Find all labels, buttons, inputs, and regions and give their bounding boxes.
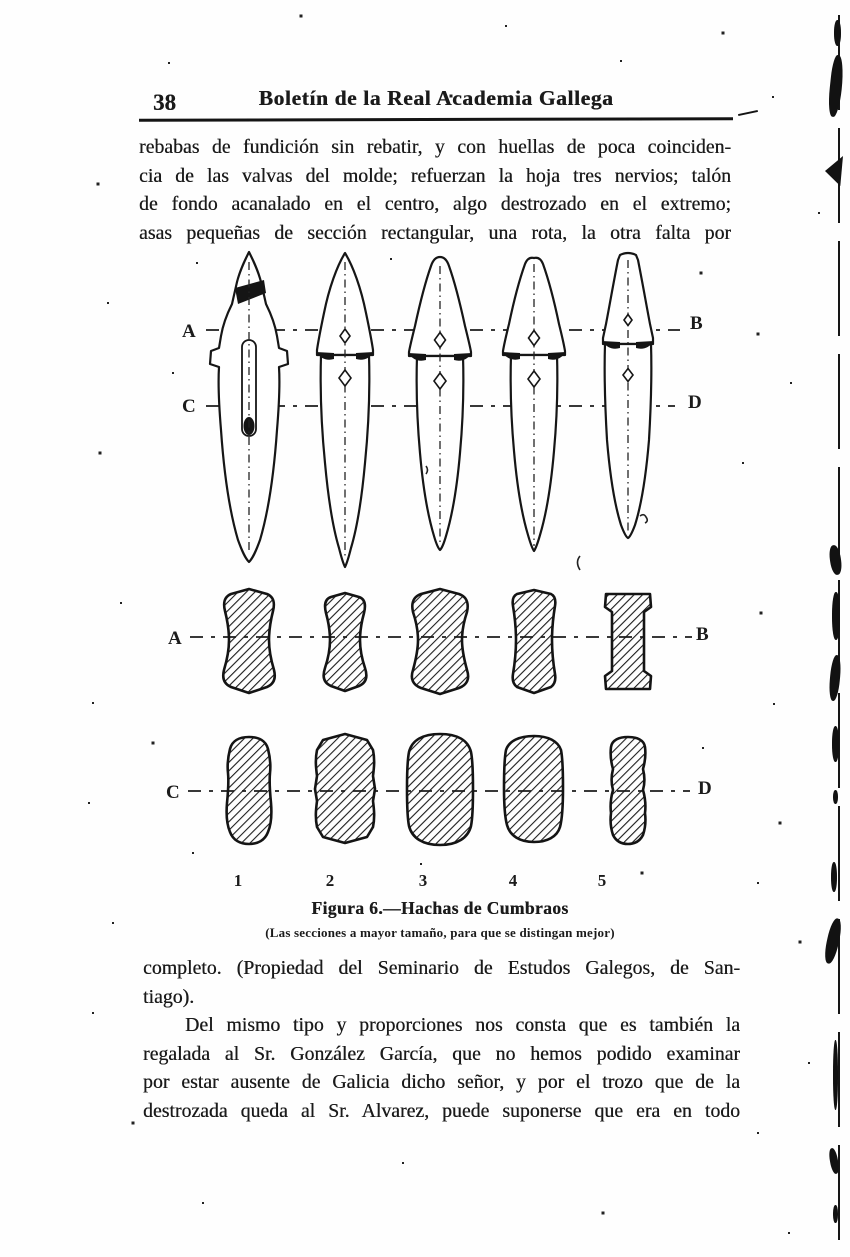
text-line: asas pequeñas de sección rectangular, una rota, la otra falta por (139, 221, 731, 244)
text-line: regalada al Sr. González García, que no hemos podido examinar (143, 1042, 740, 1065)
scan-edge-blob (831, 862, 837, 892)
text-line: cia de las valvas del molde; refuerzan la hoja tres nervios; talón (139, 164, 731, 187)
scan-edge-blob (825, 156, 843, 186)
section-cd-4 (504, 736, 563, 842)
text-line: completo. (Propiedad del Seminario de Estudos Galegos, de San- (143, 957, 740, 979)
paragraph-bottom (143, 1011, 740, 1125)
journal-header-title: Boletín de la Real Academia Gallega (258, 86, 614, 110)
text-line: Del mismo tipo y proporciones nos consta que es también la (185, 1014, 740, 1036)
scan-edge-blob (833, 1040, 838, 1110)
label-d-sections: D (698, 778, 712, 799)
sections-row-ab (223, 589, 651, 694)
header-rule-dash (738, 110, 758, 116)
rivet-diamonds (339, 315, 633, 390)
paragraph-top (139, 133, 731, 247)
text-line: tiago). (143, 985, 195, 1008)
scan-edge-blob (832, 726, 839, 762)
section-ab-5 (605, 594, 651, 689)
scan-specks (0, 0, 2, 2)
item-number-5: 5 (597, 871, 607, 890)
scan-edge-blob (832, 592, 840, 640)
scan-edge-blob (822, 917, 843, 964)
label-a: A (182, 321, 196, 342)
scan-edge-blob (833, 790, 838, 804)
paragraph-after-figure (143, 954, 740, 1011)
text-line: de fondo acanalado en el centro, algo destrozado en el extremo; (139, 193, 731, 216)
section-ab-2 (324, 593, 367, 691)
page-number: 38 (153, 90, 176, 115)
axe-profiles (210, 252, 654, 567)
section-cd-5 (611, 737, 646, 844)
text-line: destrozada queda al Sr. Alvarez, puede suponerse que era en todo (143, 1099, 740, 1122)
figure-caption-title: Figura 6.—Hachas de Cumbraos (311, 898, 569, 918)
label-b-sections: B (696, 624, 709, 645)
section-ab-4 (513, 590, 556, 693)
section-ab-3 (412, 589, 468, 694)
item-number-1: 1 (233, 871, 243, 890)
figure-item-numbers (234, 871, 607, 890)
text-line: por estar ausente de Galicia dicho señor, y por el trozo que de la (143, 1071, 740, 1094)
section-ab-1 (223, 589, 274, 693)
item-number-4: 4 (508, 871, 518, 890)
sections-row-cd (227, 734, 646, 845)
scan-edge-blob (828, 544, 843, 575)
label-c: C (182, 396, 196, 417)
scan-edge-blob (834, 20, 841, 46)
section-cd-2 (315, 734, 375, 843)
label-a-sections: A (168, 628, 182, 649)
label-b: B (690, 313, 703, 334)
section-cd-3 (407, 734, 473, 845)
section-cd-1 (227, 737, 272, 844)
item-number-3: 3 (418, 871, 428, 890)
header-rule (139, 117, 733, 122)
scan-edge-blob (827, 55, 845, 118)
item-number-2: 2 (325, 871, 335, 890)
figure-caption-note: (Las secciones a mayor tamaño, para que se distingan mejor) (265, 925, 615, 940)
label-c-sections: C (166, 782, 180, 803)
text-line: rebabas de fundición sin rebatir, y con huellas de poca coinciden- (139, 136, 731, 158)
label-d: D (688, 392, 702, 413)
scan-edge-blob (833, 1205, 838, 1223)
figure-hachas-drawing (140, 248, 740, 893)
